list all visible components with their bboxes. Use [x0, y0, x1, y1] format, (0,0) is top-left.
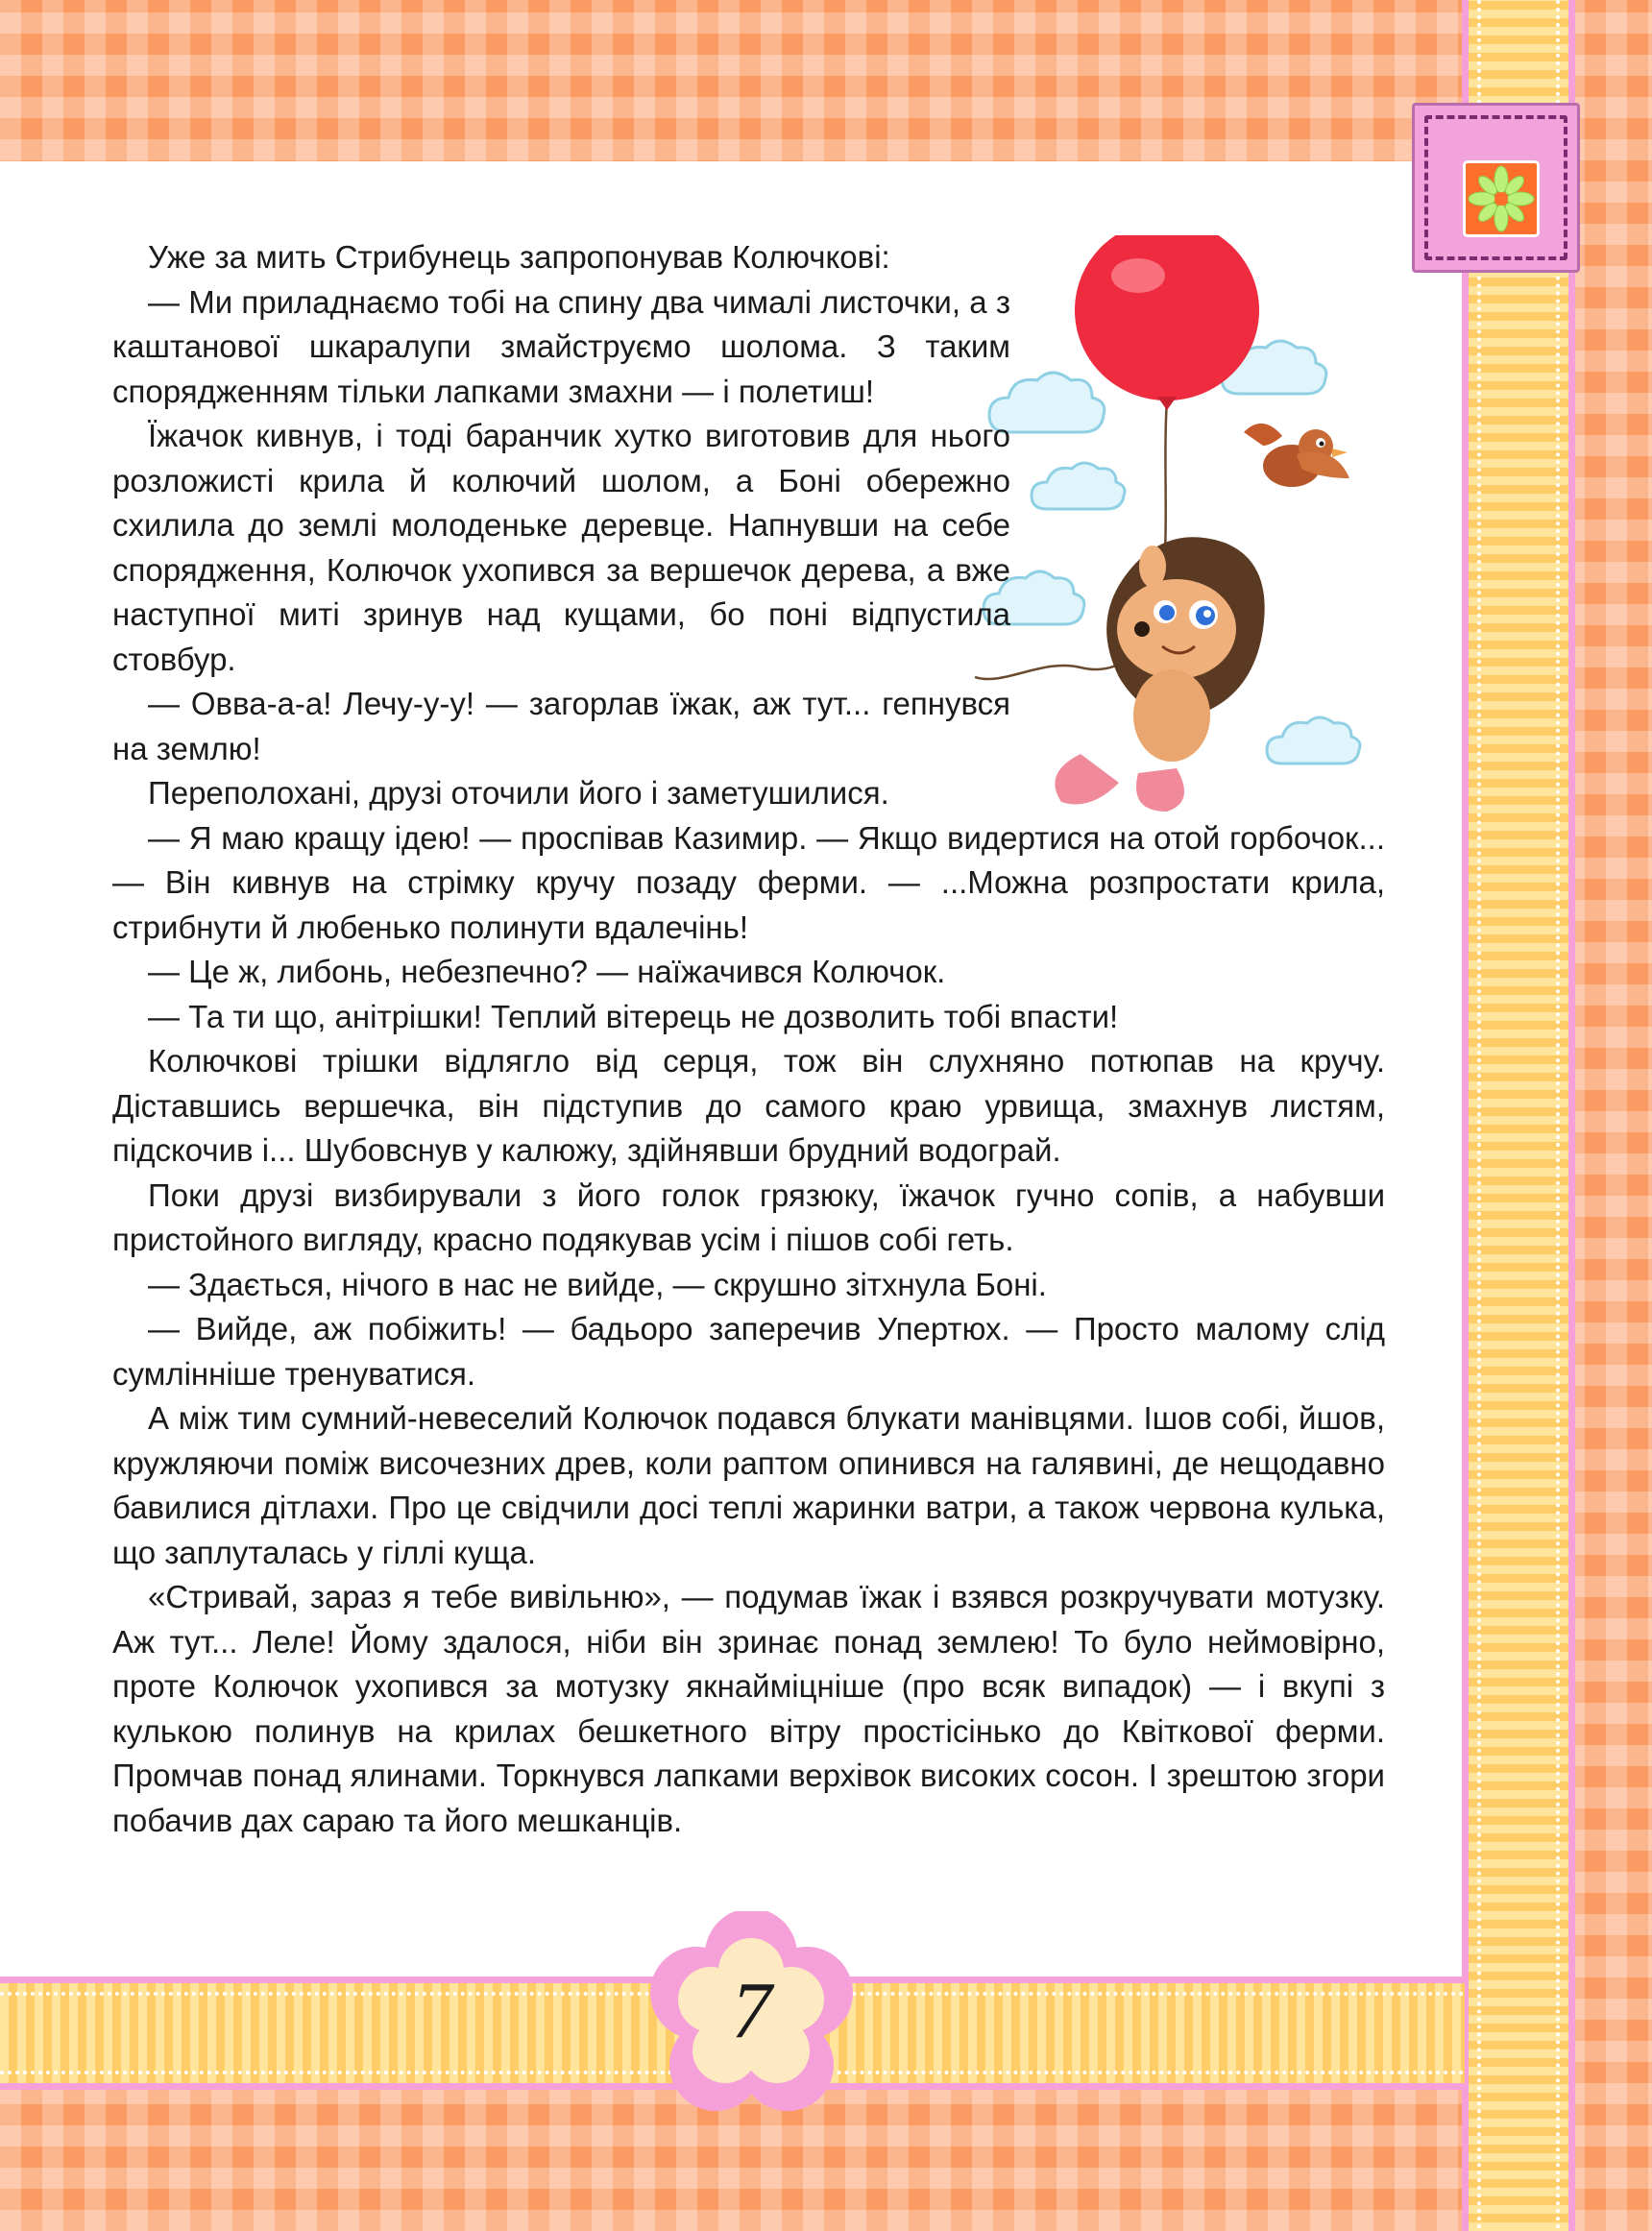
ribbon-stitch [1477, 0, 1481, 2231]
paragraph: Колючкові трішки відлягло від серця, тож він слухняно потюпав на кручу. Діставшись вершечка, він підступив до самого краю урвища, змахнув листям, підскочив і... Шубовснув у калюжу, здійнявши брудний водограй. [112, 1043, 1385, 1168]
flower-icon [1466, 163, 1537, 234]
paragraph: — Здається, нічого в нас не вийде, — скрушно зітхнула Боні. [148, 1266, 1047, 1302]
text-column-narrow [112, 235, 1010, 771]
vertical-ribbon [1462, 0, 1575, 2231]
page-number: 7 [731, 1966, 772, 2055]
paragraph: «Стривай, зараз я тебе вивільню», — подумав їжак і взявся розкручувати мотузку. Аж тут... Леле! Йому здалося, ніби він зринає понад землею! То було неймовірно, проте Колючок ухопився за мотузку якнайміцніше (про всяк випадок) — і вкупі з кулькою полинув на крилах бешкетного вітру простісінько до Квіткової ферми. Промчав понад ялинами. Торкнувся лапками верхівок високих сосон. І зрештою згори побачив дах сараю та його мешканців. [112, 1579, 1385, 1838]
paragraph: А між тим сумний-невеселий Колючок подався блукати манівцями. Ішов собі, йшов, кружляючи поміж височезних древ, коли раптом опинився на галявині, де нещодавно бавилися дітлахи. Про це свідчили досі теплі жаринки ватри, а також червона кулька, що заплуталась у гіллі куща. [112, 1400, 1385, 1570]
paragraph: — Це ж, либонь, небезпечно? — наїжачився Колючок. [148, 954, 946, 989]
paragraph: — Вийде, аж побіжить! — бадьоро заперечив Упертюх. — Просто малому слід сумлінніше тренуватися. [112, 1311, 1385, 1392]
text-column-full [112, 771, 1385, 1843]
paragraph: — Я маю кращу ідею! — проспівав Казимир. — Якщо видертися на отой горбочок... — Він кивнув на стрімку кручу позаду ферми. — ...Можна розпростати крила, стрибнути й любенько полинути вдалечінь! [112, 819, 1385, 945]
paragraph: — Та ти що, анітрішки! Теплий вітерець не дозволить тобі впасти! [148, 998, 1119, 1034]
paragraph: Поки друзі визбирували з його голок грязюку, їжачок гучно сопів, а набувши пристойного вигляду, красно подякував усім і пішов собі геть. [112, 1176, 1385, 1257]
ribbon-stitch [1556, 0, 1560, 2231]
paragraph: — Овва-а-а! Лечу-у-у! — загорлав їжак, аж тут... гепнувся на землю! [112, 686, 1010, 766]
story-text [112, 235, 1385, 1843]
paragraph: — Ми приладнаємо тобі на спину два чималі листочки, а з каштанової шкаралупи змайструємо шолома. З таким спорядженням тільки лапками змахни — і полетиш! [112, 283, 1010, 409]
decorative-patch [1412, 103, 1580, 273]
paragraph: Переполохані, друзі оточили його і заметушилися. [148, 775, 889, 811]
flower-square [1463, 160, 1540, 237]
paragraph: Уже за мить Стрибунець запропонував Колючкові: [148, 239, 890, 275]
paragraph: Їжачок кивнув, і тоді баранчик хутко виготовив для нього розложисті крила й колючий шолом, а Боні обережно схилила до землі молоденьке деревце. Напнувши на себе спорядження, Колючок ухопився за вершечок дерева, а вже наступної миті зринув над кущами, бо поні відпустила стовбур. [112, 418, 1010, 677]
